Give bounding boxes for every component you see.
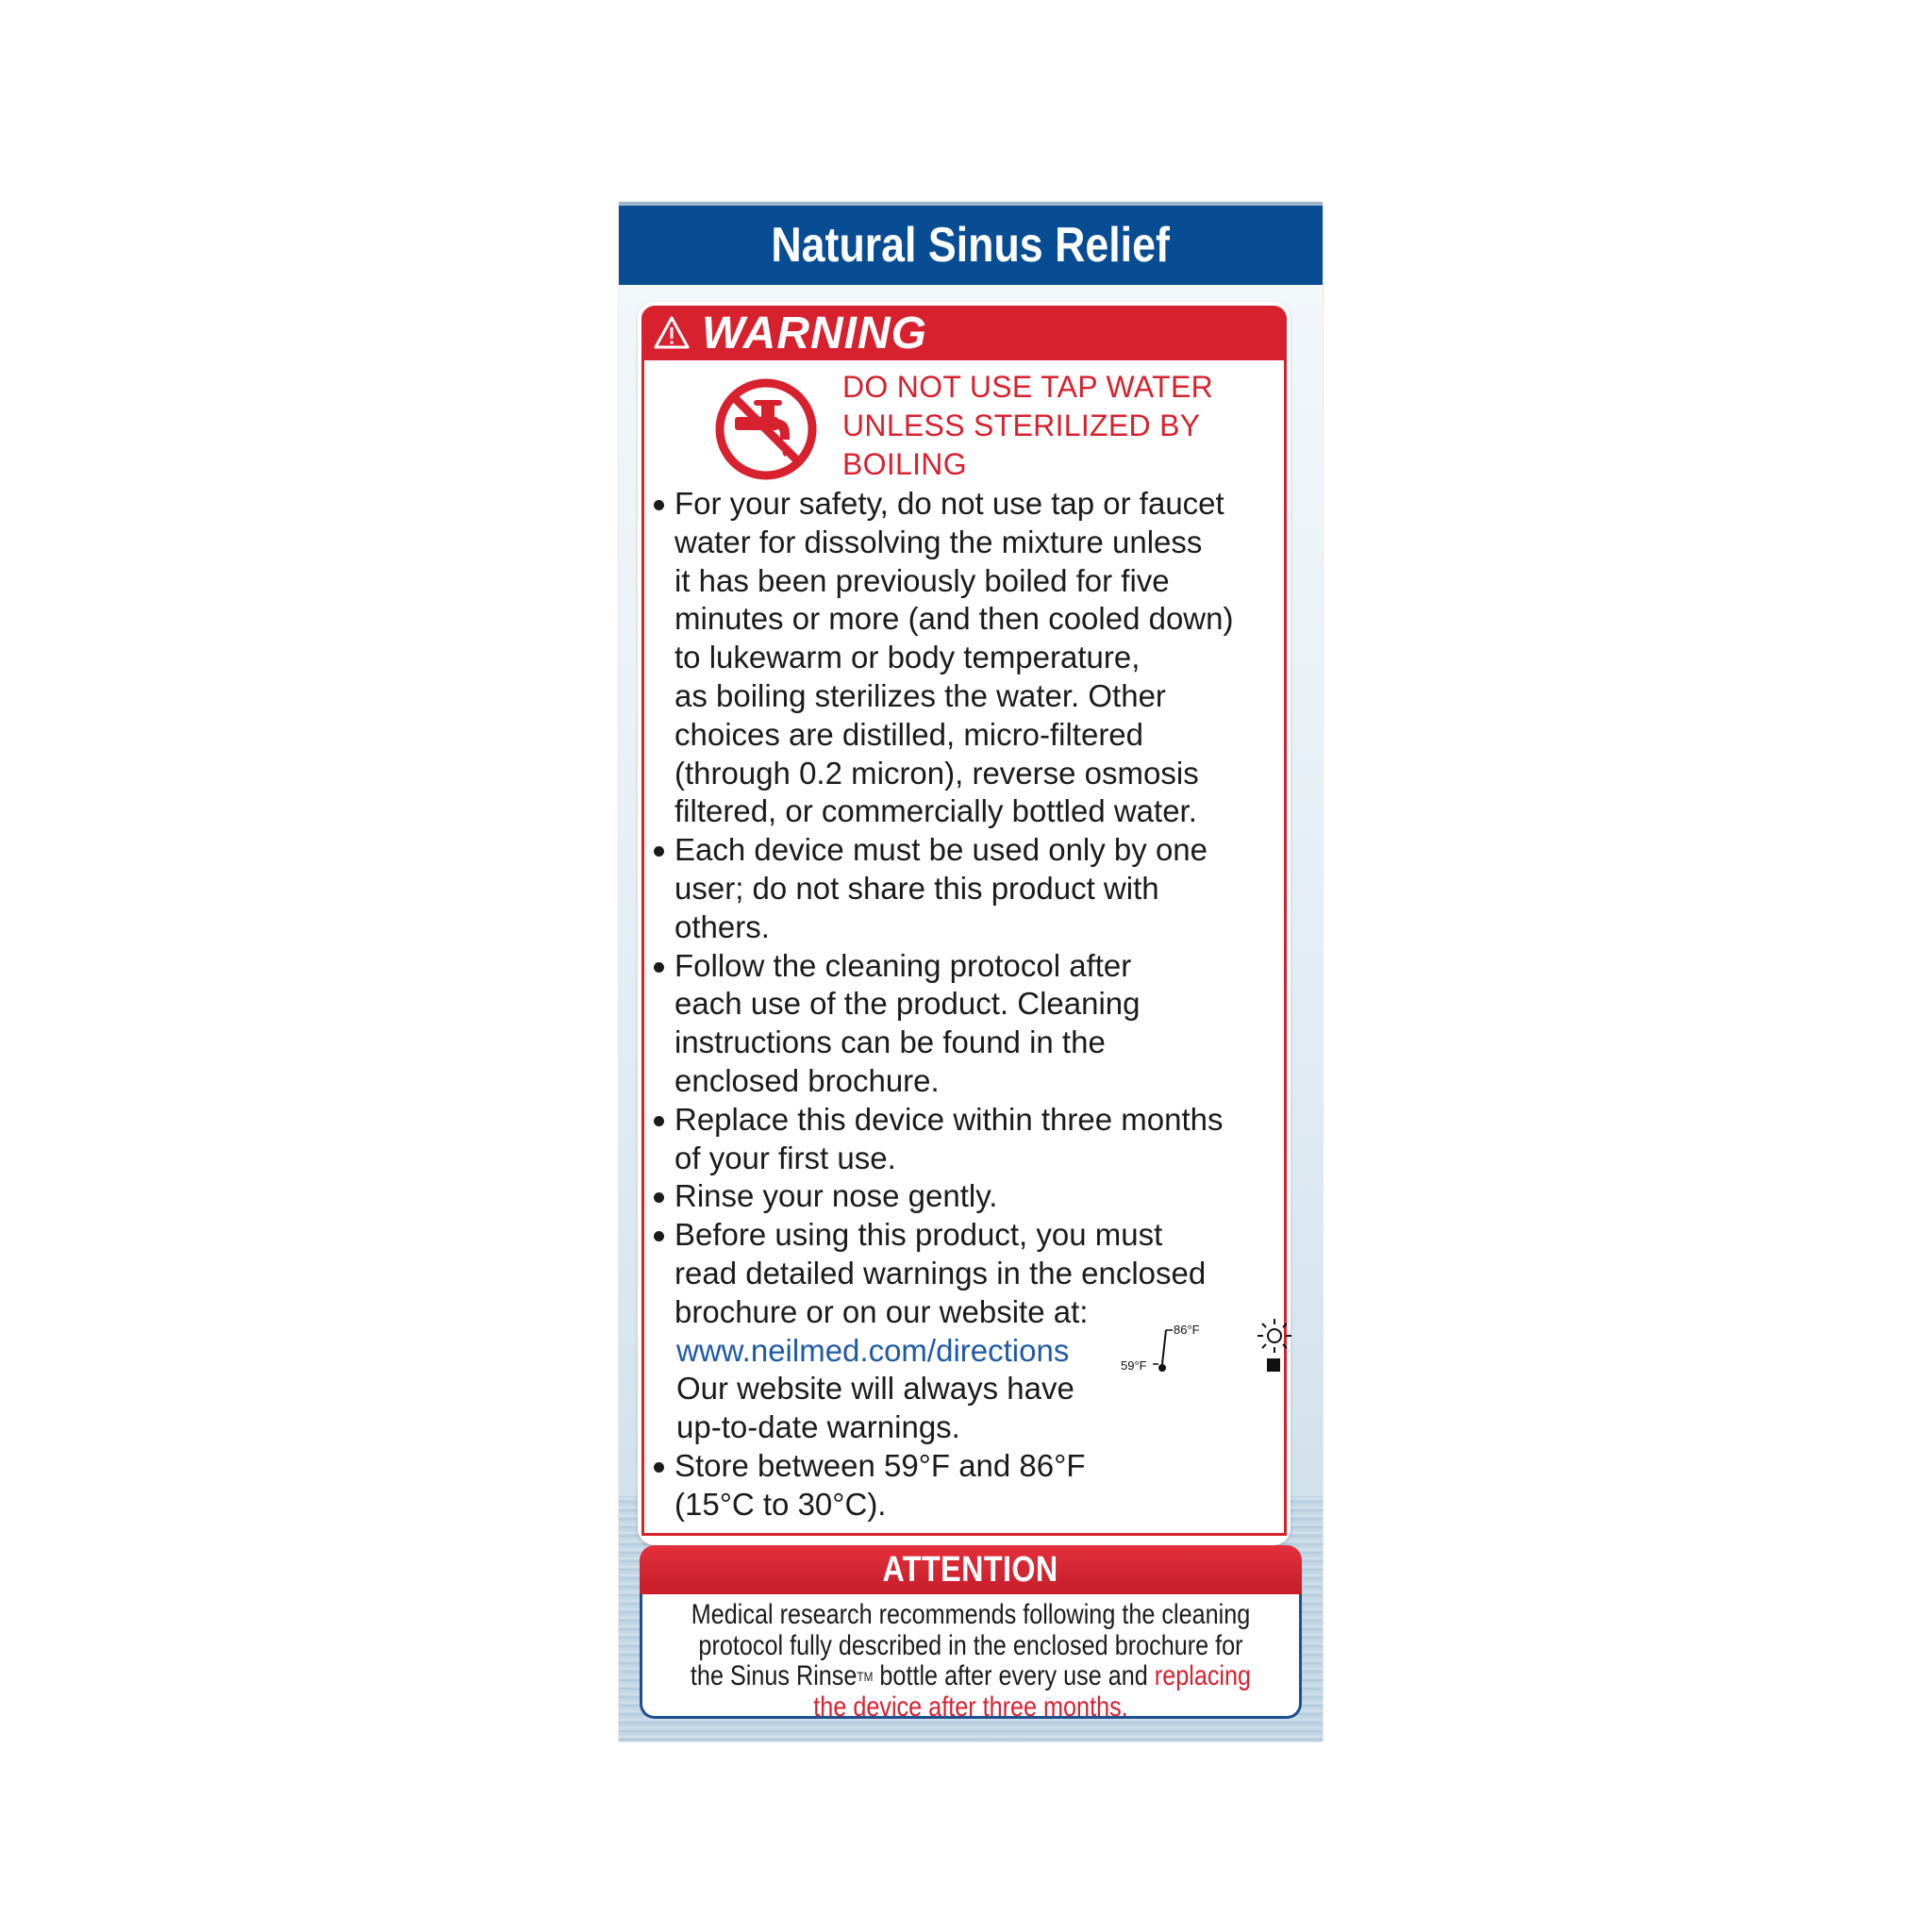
list-item-line: (15°C to 30°C). <box>675 1486 887 1522</box>
list-item-line: read detailed warnings in the enclosed <box>675 1255 1207 1291</box>
attention-line: protocol fully described in the enclosed brochure for <box>698 1629 1243 1661</box>
list-item-line: as boiling sterilizes the water. Other <box>675 677 1166 713</box>
thermometer-icon <box>1121 1321 1206 1377</box>
warning-title: WARNING <box>702 308 927 358</box>
list-item-line: choices are distilled, micro-filtered <box>675 716 1144 752</box>
list-item-line: of your first use. <box>675 1140 896 1175</box>
list-item-line: For your safety, do not use tap or faucet <box>675 486 1224 521</box>
warning-header <box>641 306 1287 360</box>
list-item-line: instructions can be found in the <box>675 1024 1106 1060</box>
keep-away-from-sunlight-icon <box>1248 1311 1301 1377</box>
list-item-line: Each device must be used only by one <box>675 832 1208 868</box>
list-item-line: water for dissolving the mixture unless <box>675 524 1203 559</box>
warning-body <box>641 360 1287 1536</box>
attention-title: ATTENTION <box>882 1549 1059 1590</box>
list-item-line: it has been previously boiled for five <box>675 562 1170 598</box>
list-item <box>650 1177 1282 1216</box>
tap-notice-line: DO NOT USE TAP WATER <box>842 370 1214 404</box>
list-item-line: Follow the cleaning protocol after <box>675 947 1132 983</box>
header-title: Natural Sinus Relief <box>771 218 1171 273</box>
directions-link[interactable]: www.neilmed.com/directions <box>676 1332 1070 1368</box>
list-item-line: Before using this product, you must <box>675 1217 1163 1253</box>
list-item-line: minutes or more (and then cooled down) <box>675 601 1234 637</box>
tap-water-notice <box>842 368 1239 484</box>
product-box-side <box>619 202 1323 1741</box>
list-item <box>650 485 1282 831</box>
attention-line <box>670 1661 1272 1692</box>
list-item-line: Store between 59°F and 86°F <box>675 1447 1086 1483</box>
attention-header <box>640 1545 1302 1594</box>
list-item <box>650 831 1282 946</box>
temp-low-label: 59°F <box>1121 1358 1147 1373</box>
list-item-line: brochure or on our website at: <box>675 1293 1089 1329</box>
trademark-mark: TM <box>857 1669 874 1684</box>
attention-line-part: bottle after every use and <box>873 1660 1155 1691</box>
tap-notice-line: UNLESS STERILIZED BY <box>842 408 1201 442</box>
temp-high-label: 86°F <box>1174 1323 1200 1337</box>
list-item-line: to lukewarm or body temperature, <box>675 640 1141 675</box>
list-item-line: user; do not share this product with <box>675 870 1159 906</box>
list-item-line: Rinse your nose gently. <box>675 1178 998 1214</box>
list-item-line: (through 0.2 micron), reverse osmosis <box>675 755 1199 791</box>
attention-line-part: the Sinus Rinse <box>690 1660 858 1691</box>
header-bar <box>619 202 1323 285</box>
attention-text <box>670 1600 1272 1723</box>
list-item-line: each use of the product. Cleaning <box>675 986 1141 1022</box>
warning-triangle-icon <box>653 314 691 352</box>
list-item-line: Our website will always have <box>676 1371 1074 1407</box>
list-item-line: enclosed brochure. <box>675 1062 940 1098</box>
attention-highlight: replacing <box>1154 1660 1252 1691</box>
attention-highlight: the device after three months. <box>813 1690 1128 1723</box>
warning-panel <box>638 302 1291 1545</box>
list-item-line: Replace this device within three months <box>675 1101 1224 1137</box>
attention-line: Medical research recommends following the cleaning <box>691 1599 1251 1630</box>
list-item-line: others. <box>675 908 770 944</box>
list-item <box>650 1447 1282 1524</box>
list-item <box>650 947 1282 1101</box>
list-item-line: filtered, or commercially bottled water. <box>675 793 1197 829</box>
no-tap-water-icon <box>714 377 818 481</box>
list-item-line: up-to-date warnings. <box>676 1409 960 1445</box>
tap-notice-line: BOILING <box>842 447 967 481</box>
attention-body <box>640 1594 1302 1723</box>
list-item <box>650 1101 1282 1178</box>
